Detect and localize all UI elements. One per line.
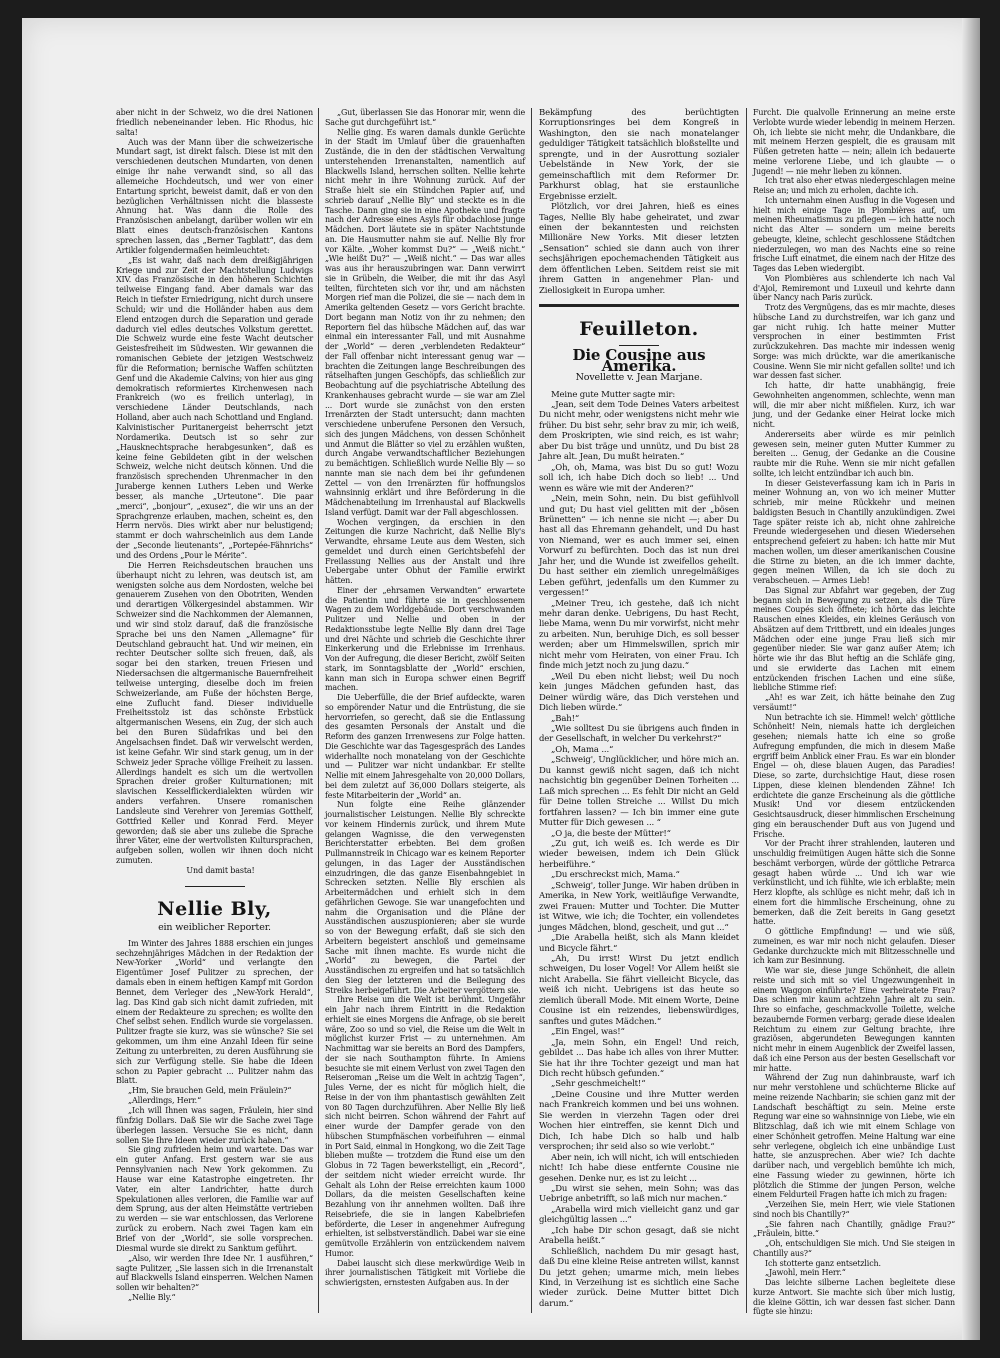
column-rule	[746, 108, 747, 1313]
paragraph: Die Herren Reichsdeutschen brauchen uns überhaupt nicht zu lehren, was deutsch ist, am wenigsten solche aus dem Nordosten, welche bei genauerem Zusehen von den Obotriten, Wenden und derartigen Völkergesindel abstammen. Wir Schweizer sind die Nachkommen der Alemannen, und wir sind stolz darauf, daß die französische Sprache bei uns den Namen „Allemagne“ für Deutschland gebraucht hat. Und wir meinen, ein rechter Deutscher sollte sich freuen, daß, als sogar bei den starken, treuen Friesen und Niedersachsen die altgermanische Bauernfreiheit teilweise unterging, dieselbe doch im freien Schweizerlande, am Fuße der höchsten Berge, eine Zuflucht fand. Dieser individuelle Freiheitsstolz ist das schönste Erbstück altgermanischen Wesens, ein Zug, der sich auch bei den Buren Südafrikas und bei den Angelsachsen findet. Daß wir verwelscht werden, ist keine Gefahr. Wir sind stark genug, um in der Schweiz jeder Sprache völlige Freiheit zu lassen. Allerdings handelt es sich um die wertvollen Sprachen dreier großer Kulturnationen; mit slavischen Kesselflickerdialekten würden wir anders verfahren. Unsere romanischen Landsleute sind Verehrer von Jeremias Gotthelf, Gottfried Keller und Konrad Ferd. Meyer geworden; daß sie aber uns zuliebe die Sprache ihrer Väter, eine der wertvollsten Kultursprachen, aufgeben sollen, wollen wir ihnen doch nicht zumuten.	[116, 560, 313, 866]
paragraph: „Ah, Du irrst! Wirst Du jetzt endlich schweigen, Du loser Vogel! Vor Allem heißt sie nicht Arabella. Sie fährt vielleicht Bicycle, das weiß ich nicht. Uebrigens ist das heute so ziemlich überall Mode. Mit einem Worte, Deine Cousine ist ein reizendes, liebenswürdiges, sanftes und gutes Mädchen.“	[539, 953, 739, 1027]
paragraph: „Bah!“	[551, 713, 580, 724]
column-1	[116, 108, 313, 1303]
column-rule	[318, 108, 319, 1313]
paragraph: „Es ist wahr, daß nach dem dreißigjährigen Kriege und zur Zeit der Machtstellung Ludwigs XIV. das Französische in den höheren Schichten teilweise Eingang fand. Aber damals war das Reich in tiefster Erniedrigung, nicht durch unsere Schuld; wir und die Holländer haben aus dem Elend entzogen durch die Separation und gerade dadurch viel edles deutsches Volkstum gerettet. Die Schweiz wurde eine feste Wacht deutscher Geistesfreiheit im Südwesten. Wir gewannen die romanischen Gebiete der jetzigen Westschweiz für die Reformation; bernische Waffen schützten Genf und die Akademie Calvins; von hier aus ging demokratisch reformiertes Kirchenwesen nach Frankreich (wo es freilich unterlag), in verschiedene Länder Deutschlands, nach Holland, aber auch nach Schottland und England. Kalvinistischer Puritanergeist beherrscht jetzt Nordamerika. Deutsch ist so sehr zur „Hausknechtsprache herabgesunken“, daß es keine feine Gebildeten gibt in der welschen Schweiz, welche nicht deutsch können. Und die französisch sprechenden Uhrenmacher in den Juraberge kennen Luthers Leben und Werke besser, als manche „Urteutone“. Die paar „merci“, „bonjour“, „exusez“, die wir uns an der Sprachgrenze erlauben, machen, scheint es, den Herrn nervös. Dies wirkt aber nur belustigend; stammt er doch wahrscheinlich aus dem Lande der „Seconde lieutenants“, „Portepée-Fähnrichs“ und des Ordens „Pour le Mérite“.	[116, 255, 313, 560]
paragraph: Vor der Pracht ihrer strahlenden, lauteren und unschuldig freimütigen Augen hätte sich die Sonne beschämt verborgen, würde der göttliche Petrarca gesagt haben würde ... Und ich war wie verkünstlicht, und ich fühlte, wie ich erblaßte; mein Herz klopfte, als schlüge es nicht mehr, daß ich in einem fort die himmlische Erscheinung, ohne zu bemerken, daß die Zeit bereits in Gang gesetzt hatte.	[753, 839, 955, 927]
paragraph: „Ich habe Dir schon gesagt, daß sie nicht Arabella heißt.“	[539, 1225, 739, 1247]
paragraph: „Sie fahren nach Chantilly, gnädige Frau?“ „Fräulein, bitte.“	[753, 1219, 955, 1239]
paragraph: Andererseits aber würde es mir peinlich gewesen sein, meiner guten Mutter Kummer zu bereiten ... Genug, der Gedanke an die Cousine raubte mir die Ruhe. Wenn sie mir nicht gefallen sollte, ich leicht entzündbar ich auch bin.	[753, 429, 955, 478]
paragraph: Ich trat also eher etwas niedergeschlagen meine Reise an; und mich zu erholen, dachte ich.	[753, 176, 955, 195]
page-edge-right	[962, 18, 980, 1340]
paragraph: „Nein, mein Sohn, nein. Du bist gefühlvoll und gut; Du hast viel gelitten mit der „bösen Brünetten“ — ich nenne sie nicht —; aber Du hast all das Ehremann gehandelt, und Du hast von Niemand, wer es auch immer sei, einen Vorwurf zu befürchten. Doch das ist nun drei Jahr her, und die Wunde ist zweifellos geheilt. Du hast seither ein ziemlich unregelmäßiges Leben geführt, jedenfalls um den Kummer zu vergessen!“	[539, 494, 739, 599]
paragraph: Sie ging zufrieden heim und wartete. Das war ein guter Anfang. Erst gestern war sie aus Pennsylvanien nach New York gekommen. Zu Hause war eine Katastrophe eingetreten. Ihr Vater, ein alter Landrichter, hatte durch Spekulationen alles verloren, die Familie war auf dem Sprung, aus der alten Heimstätte vertrieben zu werden — sie war entschlossen, das Verlorene zurück zu erobern. Nach zwei Tagen kam ein Brief von der „World“, sie solle vorsprechen. Diesmal wurde sie direkt zu Sanktum geführt.	[116, 1145, 313, 1253]
paragraph: „Hm, Sie brauchen Geld, mein Fräulein?“	[128, 1086, 292, 1096]
paragraph: Das leichte silberne Lachen begleitete diese kurze Antwort. Sie machte sich über mich lustig, die kleine Göttin, ich war dessen fast sicher. Dann fügte sie hinzu:	[753, 1278, 955, 1317]
paragraph: „Schweig', Unglücklicher, und höre mich an. Du kannst gewiß nicht sagen, daß ich nicht nachsichtig bin gegenüber Deinen Torheiten ... Laß mich sprechen ... Es fehlt Dir nicht an Geld für Deine tollen Streiche ... Willst Du mich fortfahren lassen? — Ich bin immer eine gute Mutter für Dich gewesen ... “	[539, 755, 739, 829]
paragraph: Auch was der Mann über die schweizerische Mundart sagt, ist direkt falsch. Diese ist mit den verschiedenen deutschen Mundarten, von denen einige ihr nahe verwandt sind, so all das allemeiche Hochdeutsch, und wer von einer Entartung spricht, beweist damit, daß er von den bezüglichen Verhältnissen nicht die blasseste Ahnung hat. Was dann die Rolle des Französischen anbelangt, darüber wollen wir ein Blatt eines deutsch-französischen Kantons sprechen lassen, das „Berner Tagblatt“, das dem Artikler folgendermaßen heimleuchtet:	[116, 137, 313, 255]
paragraph: Nun folgte eine Reihe glänzender journalistischer Leistungen. Nellie Bly schreckte vor keinem Hindernis zurück, und ihrem Mute gelangen Wagnisse, die den verwegensten Berichterstatter erbebten. Bei dem großen Pullmannstreik in Chicago war es keinem Reporter gelungen, in das Lager der Ausständischen einzudringen, die das ganze Eisenbahngebiet in Schrecken setzten. Nellie Bly erschien als Arbeitermädchen und erhielt sich in dem gefährlichen Gewoge. Sie war unangefochten und nahm die Organisation und die Pläne der Ausständischen auszuspionieren; aber sie wurde so von der Bewegung erfaßt, daß sie sich den Arbeitern begeistert anschloß und gemeinsame Sache mit ihnen machte. Es wurde nicht die „World“ zu bewegen, die Partei der Ausständischen zu ergreifen und hat so tatsächlich den Sieg der letzteren und die Beilegung des Streiks herbeigeführt. Die Arbeiter vergöttern sie.	[325, 800, 525, 995]
paragraph: Von Plombières aus schlenderte ich nach Val d'Ajol, Remiremont und Luxeuil und kehrte dann über Nancy nach Paris zurück.	[753, 273, 955, 303]
paragraph: „Nellie Bly.“	[128, 1293, 176, 1303]
column-2	[325, 108, 525, 1288]
paragraph: „Ah! es war Zeit, ich hätte beinahe den Zug versäumt!“	[753, 693, 955, 712]
paragraph: „Jawohl, mein Herr.“	[765, 1268, 846, 1278]
paragraph: Einer der „ehrsamen Verwandten“ erwartete die Patientin und führte sie in geschlossenem Wagen zu dem Worldgebäude. Dort verschwanden Pulitzer und Nellie und oben in der Redaktionsstube legte Nellie Bly dann drei Tage und drei Nächte und schrieb die Geschichte ihrer Einkerkerung und die Erlebnisse im Irrenhaus. Von der Aufregung, die dieser Bericht, zwölf Seiten stark, im Sonntagsblatte der „World“ erschien, kann man sich in Europa schwer einen Begriff machen.	[325, 585, 525, 693]
paragraph: Während der Zug nun dahinbrauste, warf ich nur mehr verstohlene und schüchterne Blicke auf meine reizende Nachbarin; sie schien ganz mit der Landschaft beschäftigt zu sein. Meine erste Regung war eine so wahnsinnige von Liebe, wie ein Blitzschlag, daß ich wie mit einem Schlage von einer Schönheit getroffen. Meine Haltung war eine sehr verlegene, obgleich ich eine unbändige Lust hatte, sie anzusprechen. Aber wie? Ich dachte darüber nach, und vergeblich bemühte ich mich, eine Fassung wieder zu gewinnen, hörte ich plötzlich die Stimme der jungen Person, welche einem Feldurteil Fragen hatte ich mich zu fragen:	[753, 1073, 955, 1200]
paragraph: „Arabella wird mich vielleicht ganz und gar gleichgültig lassen ...“	[539, 1204, 739, 1226]
paragraph: „Meiner Treu, ich gestehe, daß ich nicht mehr daran denke. Uebrigens, Du hast Recht, liebe Mama, wenn Du mir vorwirfst, nicht mehr zu arbeiten. Nun, beruhige Dich, es soll besser werden; aber um Himmelswillen, sprich mir nicht mehr vom Heiraten, von einer Frau. Ich finde mich jetzt noch zu jung dazu.“	[539, 598, 739, 672]
paragraph: „Also, wir werden Ihre Idee Nr. 1 ausführen,“ sagte Pulitzer, „Sie lassen sich in die Irrenanstalt auf Blackwells Island einsperren. Welchen Namen sollen wir behalten?“	[116, 1253, 313, 1293]
paragraph: „Sehr geschmeichelt!“	[551, 1079, 646, 1090]
paragraph: Das Signal zur Abfahrt war gegeben, der Zug begann sich in Bewegung zu setzen, als die Türe meines Coupés sich öffnete; ich hörte das leichte Rauschen eines Kleides, ein kleines Geräusch von Absätzen auf dem Trittbrett, und ein ideales junges Mädchen oder eine junge Frau ließ sich mir gegenüber nieder. Sie war ganz außer Atem; ich hörte wie ihr das Blut heftig an die Schläfe ging, und sie erwiderte das Lachen mit einem entzückenden frischen Lachen und eine süße, liebliche Stimme rief:	[753, 585, 955, 693]
paragraph: Die Ueberfülle, die der Brief aufdeckte, waren so empörender Natur und die Entrüstung, die sie hervorriefen, so gerecht, daß sie die Entlassung des gesamten Personals der Anstalt und die Reform des ganzen Irrenwesens zur Folge hatten. Die Geschichte war das Tagesgespräch des Landes widerhallte noch monatelang von der Geschichte und — Pulitzer war nicht undankbar. Er stellte Nellie mit einem Jahresgehalte von 20,000 Dollars, bei dem zuletzt auf 36,000 Dollars steigerte, als feste Mitarbeiterin der „World“ an.	[325, 693, 525, 800]
paragraph: Ich stotterte ganz entsetzlich.	[765, 1258, 881, 1268]
paragraph: Schließlich, nachdem Du mir gesagt hast, daß Du eine kleine Reise antreten willst, kannst Du jetzt gehen; umarme mich, mein liebes Kind, in Verzeihung ist es sichtlich eine Sache wieder zurück. Deine Mutter bittet Dich darum.“	[539, 1246, 739, 1309]
paragraph: „Deine Cousine und ihre Mutter werden nach Frankreich kommen und bei uns wohnen. Sie werden in vierzehn Tagen oder drei Wochen hier eintreffen, sie kennt Dich und Dich, Ich habe Dich so halb und halb versprochen; ihr seid also so wie verlobt.“	[539, 1089, 739, 1153]
paragraph: „Oh, Mama ...“	[551, 744, 614, 755]
paragraph: Trotz des Vergnügens, das es mir machte, dieses hübsche Land zu durchstreifen, war ich ganz und gar nicht ruhig. Ich hatte meiner Mutter versprochen in einer bestimmten Frist zurückzukehren. Das machte mir indessen wenig Sorge: was mich drückte, war die amerikanische Cousine. Wenn Sie mir nicht gefallen sollte! und ich war dessen fast sicher.	[753, 303, 955, 381]
section-divider	[539, 304, 739, 307]
column-rule	[531, 108, 532, 1313]
paragraph: Ich unternahm einen Ausflug in die Vogesen und hielt mich einige Tage in Plombières auf, um meinen Rheumatismus zu pflegen — ich hatte noch nicht das Alter — sondern um meine bereits gebeugte, kleine, schlecht geschlossene Städtchen niederzulegen, wo man des Nachts eine so reine frische Luft einatmet, die einem nach der Hitze des Tages das Leben wiedergibt.	[753, 195, 955, 273]
paragraph: „Ich will Ihnen was sagen, Fräulein, hier sind fünfzig Dollars. Daß Sie wir die Sache zwei Tage überlegen lassen. Versuche Sie es nicht, dann sollen Sie Ihre Ideen wieder zurück haben.“	[116, 1106, 313, 1145]
paragraph: Furcht. Die qualvolle Erinnerung an meine erste Verlobte wurde wieder lebendig in meinem Herzen. Oh, ich liebte sie nicht mehr, die Undankbare, die mit meinem Herzen gespielt, die es grausam mit Füßen getreten hatte — nein; allein ich bedauerte meine verlorene Liebe, und ich glaubte — o Jugend! — nie mehr lieben zu können.	[753, 108, 955, 176]
paragraph: „Zu gut, ich weiß es. Ich werde es Dir wieder beweisen, indem ich Dein Glück herbeiführe.“	[539, 839, 739, 870]
paragraph: Meine gute Mutter sagte mir:	[551, 389, 676, 400]
story-title: Die Cousine aus Amerika.	[572, 346, 706, 375]
paragraph: Aber nein, ich will nicht, ich will entschieden nicht! Ich habe diese entfernte Cousine nie gesehen. Denke nur, es ist zu leicht ...	[539, 1152, 739, 1184]
paragraph: Nellie ging. Es waren damals dunkle Gerüchte in der Stadt im Umlauf über die grauenhaften Zustände, die in den der städtischen Verwaltung unterstehenden Irrenanstalten, namentlich auf Blackwells Island, herrschen sollten. Nellie kehrte nicht mehr in ihre Wohnung zurück. Auf der Straße hielt sie ein Stündchen Papier auf, und schrieb darauf „Nellie Bly“ und steckte es in die Tasche. Dann ging sie in eine Apotheke und fragte nach der Adresse eines Asyls für obdachlose junge Mädchen. Dort läutete sie in später Nachtstunde an. Die Hausmutter nahm sie auf. Nellie Bly fror vor Kälte. „Woher kommst Du?“ — „Weiß nicht.“ „Wie heißt Du?“ — „Weiß nicht.“ — Das war alles was aus ihr herauszubringen war. Dann verwirrt sie in Grübeln, die Weiber, die mit ihr das Asyl teilten, fürchteten sich vor ihr, und am nächsten Morgen rief man die Polizei, die sie — nach dem in Amerika geltenden Gesetz — vors Gericht brachte. Dort begann man Notiz von ihr zu nehmen; den Reportern fiel das hübsche Mädchen auf, das war einmal ein interessanter Fall, und mit Ausnahme der „World“ — deren „verblendeten Redakteur“ der Fall offenbar nicht interessant genug war — brachten die Zeitungen lange Beschreibungen des rätselhaften jungen Geschöpfs, das schließlich zur Beobachtung auf die psychiatrische Abteilung des Krankenhauses gebracht wurde — sie war am Ziel ... Dort wurde sie zunächst von den ersten Irrenärzten der Stadt untersucht; dann machten verschiedene unberufene Personen den Versuch, sich des jungen Mädchens, von dessen Schönheit und Anmut die Blätter so viel zu erzählen wußten, durch Angabe verwandtschaftlicher Beziehungen zu bemächtigen. Schließlich wurde Nellie Bly — so nannte man sie nach dem bei ihr gefundenen Zettel — von den Irrenärzten für hoffnungslos wahnsinnig erklärt und ihre Beförderung in die Mädchenabteilung im Irrenhaustal auf Blackwells Island verfügt. Damit war der Fall abgeschlossen.	[325, 127, 525, 517]
paragraph: aber nicht in der Schweiz, wo die drei Nationen friedlich nebeneinander leben. Hic Rhodus, hic salta!	[116, 108, 313, 137]
paragraph: Ihre Reise um die Welt ist berühmt. Ungefähr ein Jahr nach ihrem Eintritt in die Redaktion erhielt sie eines Morgens die Anfrage, ob sie bereit wäre, Zoo so und so viel, die Reise um die Welt in möglichst kurzer Frist — zu unternehmen. Am Nachmittag war sie bereits an Bord des Dampfers, der sie nach Southampton führte. In Amiens besuchte sie mit einem Verlust von zwei Tagen den Reiseroman „Reise um die Welt in achtzig Tagen“, Jules Verne, der es nicht für möglich hielt, die Reise in der von ihm phantastisch gewählten Zeit von 80 Tagen durchzuführen. Aber Nellie Bly ließ sich nicht beirren. Schon während der Fahrt auf einer wurde der Dampfer gerade von den hübschen Stumpfnäschen vorbeifuhren — einmal in Port Said, einmal in Hongkong, wo die Zeit Tage blieben mußte — trotzdem die Rund eise um den Globus in 72 Tagen bewerkstelligt, ein „Record“, der seitdem nicht wieder erreicht wurde. Ihr Gehalt als Lohn der Reise erreichten kaum 1000 Dollars, da die meisten Gesellschaften keine Bezahlung von ihr annehmen wollten. Daß ihre Reisebriefe, die sie in langen Kabelbriefen beförderte, die Leser in angenehmer Aufregung erhielten, ist selbstverständlich. Dabei war sie eine gemütvolle Erzählerin von entzückendem naivem Humor.	[325, 995, 525, 1258]
paragraph: Nun betrachte ich sie. Himmel! welch' göttliche Schönheit! Nein, niemals hatte ich dergleichen gesehen; niemals hatte ich eine so große Aufregung empfunden, die mich in diesem Maße ergriff beim Anblick einer Frau. Es war ein blonder Engel — oh, diese blauen Augen, das Paradies! Diese, so zarte, durchsichtige Haut, diese rosen Lippen, diese kleinen blendenden Zähne! Ich erdichtete die ganze Erscheinung als die göttliche Musik! Und vor diesem entzückenden Gesichtsausdruck, dieser himmlischen Erscheinung ging ein berauschender Duft aus von Jugend und Frische.	[753, 712, 955, 839]
column-4	[753, 108, 955, 1317]
paragraph: „Die Arabella heißt, sich als Mann kleidet und Bicycle fährt.“	[539, 933, 739, 954]
paragraph: „Wie solltest Du sie übrigens auch finden in der Gesellschaft, in welcher Du verkehrst?“	[539, 724, 739, 745]
paragraph: „Du erschreckst mich, Mama.“	[551, 870, 680, 881]
paragraph: In dieser Geisteverfassung kam ich in Paris in meiner Wohnung an, von wo ich meiner Mutter schrieb, mir meine Rückkehr und meinen baldigsten Besuch in Chantilly anzukündigen. Zwei Tage später reiste ich ab, nicht ohne zahlreiche Freunde wiedergesehen und diesen Wiedersehen entsprechend gefeiert zu haben: ich hatte mir Mut machen wollen, um dieser amerikanischen Cousine die Stirne zu bieten, an die ich immer dachte, gegen meinen Willen, da ich sie doch zu verabscheuen. — Armes Lieb!	[753, 478, 955, 585]
paragraph: „Ja, mein Sohn, ein Engel! Und reich, gebildet ... Das habe ich alles von ihrer Mutter. Sie hat ihr ihre Tochter gezeigt und man hat Dich recht hübsch gefunden.“	[539, 1037, 739, 1079]
paragraph: Und damit basta!	[186, 865, 255, 875]
column-3	[539, 108, 739, 1309]
paragraph: Dabei lauscht sich diese merkwürdige Weib in ihrer journalistischen Tätigkeit mit Vorliebe die schwierigsten, ernstesten Aufgaben aus. In der	[325, 1258, 525, 1287]
paragraph: O göttliche Empfindung! — und wie süß, zumeinen, es war mir noch nicht gelaufen. Dieser Gedanke durchzuckte mich mit Blitzesschnelle und ich kam zur Besinnung.	[753, 927, 955, 966]
paragraph: „Schweig', toller Junge. Wir haben drüben in Amerika, in New York, weitläufige Verwandte, zwei Frauen: Mutter und Tochter. Die Mutter ist Witwe, wie ich; die Tochter, ein vollendetes junges Mädchen, blond, gescheit, und gut ...“	[539, 880, 739, 933]
paragraph: „Verzeihen Sie, mein Herr, wie viele Stationen sind noch bis Chantilly?“	[753, 1200, 955, 1219]
article-subtitle: ein weiblicher Reporter.	[158, 921, 271, 933]
paragraph: Bekämpfung des berüchtigten Korruptionsringes bei dem Kongreß in Washington, den sie nach monatelanger geduldiger Tätigkeit tatsächlich bloßstellte und sprengte, und in der Ausrottung sozialer Uebelstände in New York, der sie gemeinschaftlich mit dem Reformer Dr. Parkhurst oblag, hat sie erstaunliche Ergebnisse erzielt.	[539, 108, 739, 202]
paragraph: „Ein Engel, was!“	[551, 1027, 625, 1038]
paragraph: „Gut, überlassen Sie das Honorar mir, wenn die Sache gut durchgeführt ist.“	[325, 108, 525, 127]
paragraph: Im Winter des Jahres 1888 erschien ein junges sechzehnjähriges Mädchen in der Redaktion der New-Yorker „World“ und verlangte den Eigentümer Josef Pulitzer zu sprechen, der damals eben in einem heftigen Kampf mit Gordon Bennet, dem Verleger des „New-York Herald“, lag. Das Kind gab sich nicht damit zufrieden, mit einem der Redakteure zu sprechen; es wollte den Chef selbst sehen. Endlich wurde sie vorgelassen. Pulitzer fragte sie kurz, was sie wünsche? Sie sei gekommen, um ihm eine Anzahl Ideen für seine Zeitung zu unterbreiten, zu deren Ausführung sie sich zur Verfügung stelle. Sie habe die Ideen schon zu Papier gebracht ... Pulitzer nahm das Blatt.	[116, 938, 313, 1086]
paragraph: „Allerdings, Herr.“	[128, 1096, 202, 1106]
paragraph: Plötzlich, vor drei Jahren, hieß es eines Tages, Nellie Bly habe geheiratet, und zwar einen der bekanntesten und reichsten Millionäre New Yorks. Mit dieser letzten „Sensation“ schied sie dann auch von ihrer sechsjährigen epochemachenden Tätigkeit aus dem öffentlichen Leben. Seitdem reist sie mit ihrem Gatten in angenehmer Plan- und Ziellosigkeit in Europa umher.	[539, 202, 739, 296]
paragraph: „Weil Du eben nicht liebst; weil Du noch kein junges Mädchen gefunden hast, das Deiner würdig wäre, das Dich verstehen und Dich lieben würde.“	[539, 671, 739, 714]
paragraph: „Du wirst sie sehen, mein Sohn; was das Uebrige anbetrifft, so laß mich nur machen.“	[539, 1183, 739, 1205]
paragraph: Wie war sie, diese junge Schönheit, die allein reiste und sich mit so viel Ungezwungenheit in einem Waggon einführte? Eine verheiratete Frau? Das schien mir kaum achtzehn Jahre alt zu sein. Ihre so einfache, geschmackvolle Toilette, welche bezaubernde Formen verbarg; gerade diese idealen Reichtum zu einem zur Geltung brachte, ihre graziösen, abgerundeten Bewegungen kannten nicht mehr in einem Augenblick der Zweifel lassen, daß ich eine Person aus der besten Gesellschaft vor mir hatte.	[753, 966, 955, 1073]
article-title: Nellie Bly,	[157, 897, 272, 920]
paragraph: „Oh, oh, Mama, was bist Du so gut! Wozu soll ich, ich habe Dich doch so lieb! ... Und wenn es wäre wie mit der Anderen?“	[539, 462, 739, 494]
paragraph: Wochen vergingen, da erschien in den Zeitungen die kurze Nachricht, daß Nellie Bly's Verwandte, ehrsame Leute aus dem Westen, sich gemeldet und durch einen Gerichtsbefehl der Freilassung Nellies aus der Anstalt und ihre Uebergabe unter Obhut der Familie erwirkt hätten.	[325, 517, 525, 585]
paragraph: „Jean, seit dem Tode Deines Vaters arbeitest Du nicht mehr, oder wenigstens nicht mehr wie früher. Du bist sehr, sehr brav zu mir, ich weiß, dem Proskripten, wie sind reich, es ist wahr; aber Du bist träge und unnütz, und Du bist 28 Jahre alt. Jean, Du mußt heiraten.“	[539, 399, 739, 463]
story-byline: Novellette v. Jean Marjane.	[575, 372, 703, 384]
paragraph: „O ja, die beste der Mütter!“	[551, 828, 671, 839]
separator	[185, 886, 245, 887]
feuilleton-title: Feuilleton.	[579, 318, 699, 341]
paragraph: Ich hatte, dir hatte unabhängig, freie Gewohnheiten angenommen, schlechte, wenn man will, die mir aber nicht mißfielen. Kurz, ich war jung, und der Gedanke einer Heirat locke mich nicht.	[753, 381, 955, 429]
paragraph: „Oh, entschuldigen Sie mich. Und Sie steigen in Chantilly aus?“	[753, 1239, 955, 1258]
